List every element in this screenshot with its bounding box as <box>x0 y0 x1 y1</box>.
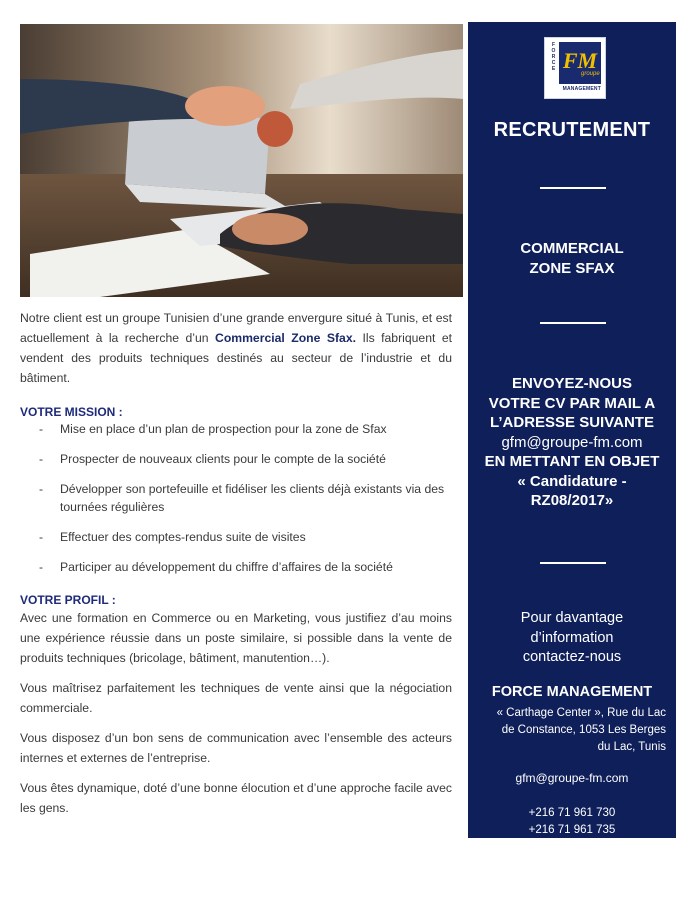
company-logo <box>544 37 606 99</box>
job-title-line: COMMERCIAL <box>520 240 624 257</box>
intro-highlight: Commercial Zone Sfax. <box>215 331 356 345</box>
logo-box <box>559 42 601 84</box>
company-address: « Carthage Center », Rue du Lac de Constance, 1053 Les Berges du Lac, Tunis <box>496 707 666 753</box>
apply-email[interactable]: gfm@groupe-fm.com <box>501 433 643 451</box>
apply-line: « Candidature - <box>517 472 627 490</box>
divider <box>540 562 606 564</box>
apply-line: ENVOYEZ-NOUS <box>511 375 632 392</box>
logo-groupe: groupe <box>581 71 600 77</box>
apply-line: L’ADRESSE SUIVANTE <box>490 414 654 431</box>
logo-left-text: F O R C E <box>551 42 556 72</box>
recruitment-heading: RECRUTEMENT <box>493 119 651 141</box>
apply-line: RZ08/2017» <box>530 492 614 509</box>
divider <box>540 187 606 189</box>
divider <box>540 322 606 324</box>
mission-item: - Effectuer des comptes-rendus suite de visites <box>20 528 452 546</box>
intro-text-1: Notre client est un groupe Tunisien d’une grande envergure situé à Tunis, et est actuellement à la recherche d’un <box>20 311 452 345</box>
intro-paragraph <box>20 308 452 388</box>
contact-email[interactable]: gfm@groupe-fm.com <box>515 771 629 785</box>
company-name: FORCE MANAGEMENT <box>491 684 653 700</box>
info-text <box>468 609 676 668</box>
job-description <box>20 308 452 828</box>
mission-item: - Participer au développement du chiffre d’affaires de la société <box>20 558 452 576</box>
profile-paragraph: Vous disposez d’un bon sens de communication avec l’ensemble des acteurs internes et externes de l’entreprise. <box>20 731 452 765</box>
logo-letters: FM <box>562 48 598 73</box>
apply-instructions <box>468 374 676 511</box>
phone-number[interactable]: +216 71 961 730 <box>528 807 616 819</box>
logo-inner <box>549 42 601 94</box>
apply-line: EN METTANT EN OBJET <box>484 453 660 470</box>
mission-list <box>20 420 452 576</box>
handshake-photo <box>20 24 463 297</box>
phone-number[interactable]: +216 71 961 735 <box>528 824 616 836</box>
mission-item: - Prospecter de nouveaux clients pour le compte de la société <box>20 450 452 468</box>
info-line: d’information <box>530 629 614 646</box>
profile-title: VOTRE PROFIL : <box>20 593 116 607</box>
profile-paragraph: Vous maîtrisez parfaitement les techniques de vente ainsi que la négociation commerciale. <box>20 681 452 715</box>
profile-paragraph: Avec une formation en Commerce ou en Marketing, vous justifiez d’au moins une expérience réussie dans un poste similaire, si possible dans la vente de produits techniques (bricolage, bâtiment, manutention…). <box>20 611 452 665</box>
info-line: Pour davantage <box>520 610 624 626</box>
mission-item: - Développer son portefeuille et fidéliser les clients déjà existants via des tournées régulières <box>20 480 452 516</box>
job-title-line: ZONE SFAX <box>529 260 615 277</box>
logo-bottom-text: MANAGEMENT <box>562 86 601 92</box>
side-panel <box>468 22 676 838</box>
phone-numbers <box>468 805 676 839</box>
profile-paragraph: Vous êtes dynamique, doté d’une bonne élocution et d’une approche facile avec les gens. <box>20 781 452 815</box>
apply-line: VOTRE CV PAR MAIL A <box>488 394 656 412</box>
mission-item: - Mise en place d’un plan de prospection pour la zone de Sfax <box>20 420 452 438</box>
intro-text-2: Ils fabriquent et vendent des produits techniques destinés au secteur de l’industrie et du bâtiment. <box>20 331 452 385</box>
job-title <box>468 239 676 279</box>
mission-title: VOTRE MISSION : <box>20 405 123 419</box>
info-line: contactez-nous <box>522 649 622 665</box>
